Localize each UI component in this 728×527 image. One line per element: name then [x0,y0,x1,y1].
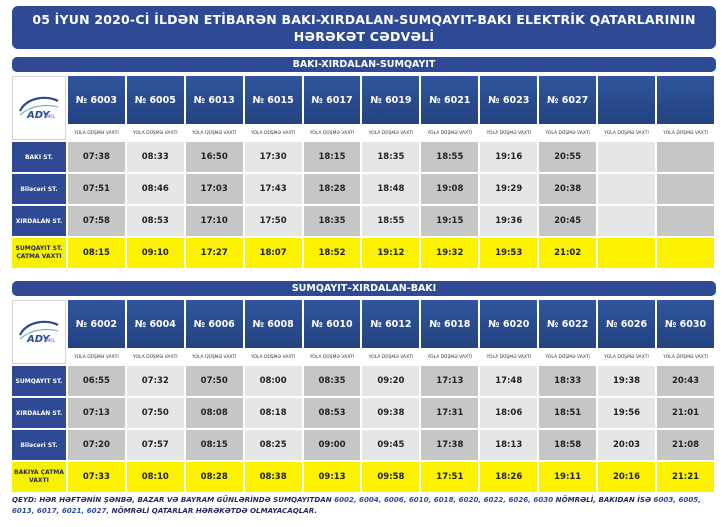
departure-label: YOLA DÜŞMƏ VAXTI [598,350,655,364]
time-cell: 07:58 [68,206,125,236]
time-cell: 20:43 [657,366,714,396]
time-cell: 19:38 [598,366,655,396]
train-number [598,76,655,124]
footnote [12,494,718,516]
departure-label: YOLA DÜŞMƏ VAXTI [304,126,361,140]
train-number: № 6006 [186,300,243,348]
time-cell: 08:46 [127,174,184,204]
time-cell: 18:55 [421,142,478,172]
train-number: № 6002 [68,300,125,348]
time-cell: 08:15 [68,238,125,268]
departure-label: YOLA DÜŞMƏ VAXTI [421,350,478,364]
footnote-mid: NÖMRƏLİ, BAKIDAN İSƏ [553,495,654,504]
train-number: № 6012 [362,300,419,348]
time-cell: 07:57 [127,430,184,460]
ady-logo-icon [17,91,61,125]
station-name: Biləcəri ST. [12,430,66,460]
time-cell: 17:27 [186,238,243,268]
time-cell: 18:58 [539,430,596,460]
station-name: Biləcəri ST. [12,174,66,204]
time-cell: 07:50 [127,398,184,428]
departure-label: YOLA DÜŞMƏ VAXTI [657,350,714,364]
time-cell: 08:10 [127,462,184,492]
departure-label: YOLA DÜŞMƏ VAXTI [127,126,184,140]
time-cell: 17:38 [421,430,478,460]
time-cell: 19:36 [480,206,537,236]
time-cell: 18:35 [304,206,361,236]
station-name: XIRDALAN ST. [12,206,66,236]
time-cell [598,238,655,268]
time-cell: 18:35 [362,142,419,172]
train-number: № 6027 [539,76,596,124]
time-cell: 19:15 [421,206,478,236]
time-cell: 08:08 [186,398,243,428]
time-cell: 06:55 [68,366,125,396]
train-number: № 6015 [245,76,302,124]
time-cell: 18:07 [245,238,302,268]
departure-label: YOLA DÜŞMƏ VAXTI [245,126,302,140]
time-cell: 17:48 [480,366,537,396]
departure-label: YOLA DÜŞMƏ VAXTI [68,126,125,140]
departure-label: YOLA DÜŞMƏ VAXTI [421,126,478,140]
timetable-baki-sumqayit [12,74,716,270]
time-cell: 19:08 [421,174,478,204]
time-cell: 09:58 [362,462,419,492]
timetable-sumqayit-baki [12,298,716,494]
time-cell: 17:43 [245,174,302,204]
time-cell: 17:51 [421,462,478,492]
footnote-prefix: QEYD: HƏR HƏFTƏNİN ŞƏNBƏ, BAZAR VƏ BAYRAM GÜNLƏRİNDƏ SUMQAYITDAN [12,495,335,504]
station-name: SUMQAYIT ST. [12,366,66,396]
time-cell [657,174,714,204]
departure-label: YOLA DÜŞMƏ VAXTI [598,126,655,140]
train-number: № 6022 [539,300,596,348]
time-cell: 07:13 [68,398,125,428]
logo-subtext: MCL [46,114,56,119]
time-cell: 18:15 [304,142,361,172]
time-cell: 08:00 [245,366,302,396]
time-cell: 21:08 [657,430,714,460]
footnote-suffix: NÖMRƏLİ QATARLAR HƏRƏKƏTDƏ OLMAYACAQLAR. [109,506,318,515]
time-cell: 18:06 [480,398,537,428]
train-number: № 6013 [186,76,243,124]
time-cell [657,238,714,268]
timetable [10,298,716,494]
time-cell: 09:00 [304,430,361,460]
time-cell: 18:51 [539,398,596,428]
time-cell: 19:53 [480,238,537,268]
ady-logo-icon [17,315,61,349]
time-cell: 17:10 [186,206,243,236]
train-number: № 6017 [304,76,361,124]
logo-text: ADY [26,110,50,121]
train-number [657,76,714,124]
time-cell [598,174,655,204]
title-line-2: HƏRƏKƏT CƏDVƏLİ [293,29,435,44]
time-cell: 17:13 [421,366,478,396]
departure-label: YOLA DÜŞMƏ VAXTI [186,126,243,140]
departure-label: YOLA DÜŞMƏ VAXTI [480,126,537,140]
time-cell: 08:15 [186,430,243,460]
train-number: № 6023 [480,76,537,124]
train-number: № 6026 [598,300,655,348]
station-name: XIRDALAN ST. [12,398,66,428]
time-cell: 19:11 [539,462,596,492]
timetable [10,74,716,270]
time-cell: 08:53 [304,398,361,428]
time-cell: 08:35 [304,366,361,396]
time-cell: 09:10 [127,238,184,268]
time-cell: 09:45 [362,430,419,460]
time-cell: 21:21 [657,462,714,492]
time-cell: 09:20 [362,366,419,396]
station-name: SUMQAYIT ST. ÇATMA VAXTI [12,238,66,268]
time-cell: 08:53 [127,206,184,236]
time-cell: 16:50 [186,142,243,172]
time-cell [598,142,655,172]
train-number: № 6019 [362,76,419,124]
departure-label: YOLA DÜŞMƏ VAXTI [362,350,419,364]
time-cell: 07:50 [186,366,243,396]
train-number: № 6005 [127,76,184,124]
time-cell: 19:16 [480,142,537,172]
logo-text: ADY [26,334,50,345]
departure-label: YOLA DÜŞMƏ VAXTI [245,350,302,364]
time-cell: 18:52 [304,238,361,268]
train-number: № 6003 [68,76,125,124]
ady-logo [17,91,61,125]
logo-subtext: MCL [46,338,56,343]
time-cell: 21:02 [539,238,596,268]
departure-label: YOLA DÜŞMƏ VAXTI [68,350,125,364]
train-number: № 6010 [304,300,361,348]
section-title-baki-sumqayit: BAKI-XIRDALAN-SUMQAYIT [12,57,716,72]
time-cell: 07:32 [127,366,184,396]
time-cell: 20:16 [598,462,655,492]
footnote-list-baki: 6003, 6005, 6013, 6017, 6021, 6027, [12,495,701,515]
departure-label: YOLA DÜŞMƏ VAXTI [304,350,361,364]
train-number: № 6020 [480,300,537,348]
time-cell: 08:28 [186,462,243,492]
time-cell: 20:03 [598,430,655,460]
time-cell: 17:31 [421,398,478,428]
time-cell: 18:26 [480,462,537,492]
train-number: № 6030 [657,300,714,348]
departure-label: YOLA DÜŞMƏ VAXTI [127,350,184,364]
time-cell: 07:38 [68,142,125,172]
time-cell [657,206,714,236]
departure-label: YOLA DÜŞMƏ VAXTI [539,126,596,140]
time-cell: 08:33 [127,142,184,172]
train-number: № 6021 [421,76,478,124]
station-name: BAKIYA ÇATMA VAXTI [12,462,66,492]
time-cell: 19:29 [480,174,537,204]
time-cell: 17:50 [245,206,302,236]
departure-label: YOLA DÜŞMƏ VAXTI [657,126,714,140]
train-number: № 6008 [245,300,302,348]
train-number: № 6004 [127,300,184,348]
time-cell: 08:18 [245,398,302,428]
train-number: № 6018 [421,300,478,348]
time-cell [598,206,655,236]
time-cell: 19:56 [598,398,655,428]
ady-logo [17,315,61,349]
time-cell: 20:45 [539,206,596,236]
logo-cell [12,300,66,364]
section-title-sumqayit-baki: SUMQAYIT–XIRDALAN-BAKI [12,281,716,296]
footnote-list-sumqayit: 6002, 6004, 6006, 6010, 6018, 6020, 6022, 6026, 6030 [334,495,554,504]
time-cell: 20:38 [539,174,596,204]
time-cell: 18:48 [362,174,419,204]
time-cell: 18:55 [362,206,419,236]
time-cell: 18:33 [539,366,596,396]
time-cell: 07:20 [68,430,125,460]
time-cell: 07:51 [68,174,125,204]
time-cell: 20:55 [539,142,596,172]
title-line-1: 05 İYUN 2020-Cİ İLDƏN ETİBARƏN BAKI-XIRDALAN-SUMQAYIT-BAKI ELEKTRİK QATARLARININ [32,12,696,27]
departure-label: YOLA DÜŞMƏ VAXTI [539,350,596,364]
time-cell: 08:25 [245,430,302,460]
departure-label: YOLA DÜŞMƏ VAXTI [362,126,419,140]
time-cell: 17:30 [245,142,302,172]
time-cell: 09:38 [362,398,419,428]
departure-label: YOLA DÜŞMƏ VAXTI [480,350,537,364]
time-cell: 09:13 [304,462,361,492]
station-name: BAKI ST. [12,142,66,172]
time-cell: 18:28 [304,174,361,204]
page-title [12,6,716,49]
time-cell: 21:01 [657,398,714,428]
time-cell [657,142,714,172]
time-cell: 07:33 [68,462,125,492]
logo-cell [12,76,66,140]
time-cell: 19:12 [362,238,419,268]
time-cell: 08:38 [245,462,302,492]
departure-label: YOLA DÜŞMƏ VAXTI [186,350,243,364]
time-cell: 19:32 [421,238,478,268]
time-cell: 18:13 [480,430,537,460]
time-cell: 17:03 [186,174,243,204]
